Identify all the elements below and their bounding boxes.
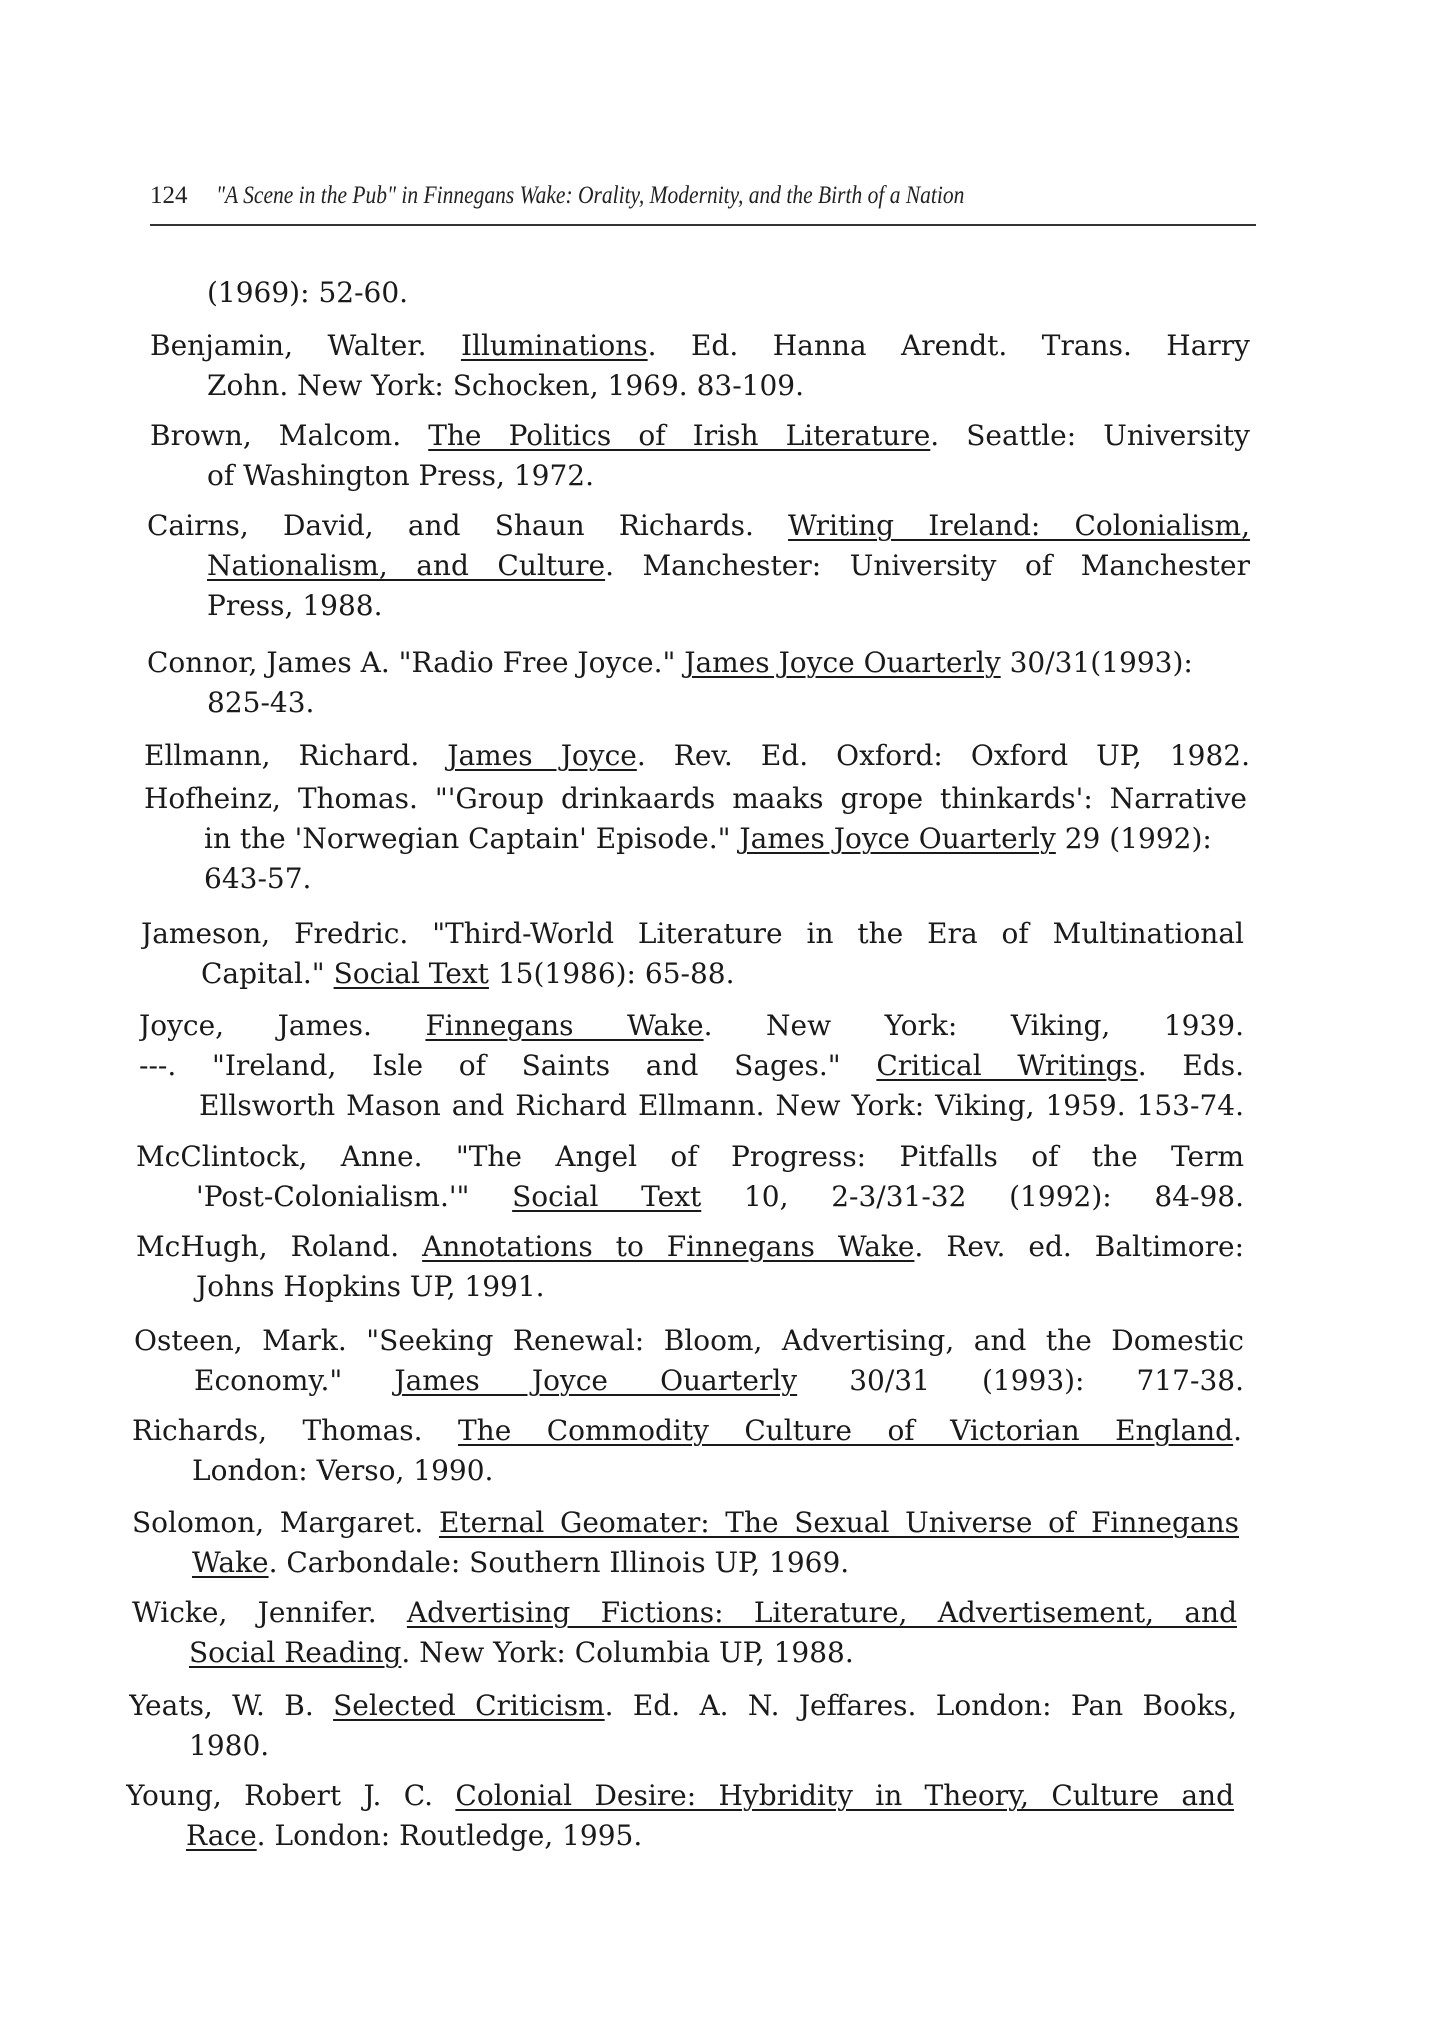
- entry-line: [139, 1049, 1244, 1083]
- underlined-title: Advertising Fictions: Literature, Advertisement, and: [406, 1596, 1237, 1629]
- entry-line: [194, 1364, 1244, 1398]
- entry-line: [196, 1270, 545, 1304]
- entry-line: [207, 589, 383, 623]
- citation-text: Zohn. New York: Schocken, 1969. 83-109.: [207, 369, 805, 402]
- underlined-title: Social Reading: [189, 1636, 402, 1669]
- entry-line: [150, 329, 1250, 363]
- citation-text: 'Post-Colonialism.'": [196, 1180, 513, 1213]
- citation-text: Yeats, W. B.: [129, 1689, 334, 1722]
- citation-text: London: Verso, 1990.: [192, 1454, 494, 1487]
- entry-line: [201, 957, 735, 991]
- citation-text: Connor, James A. "Radio Free Joyce.": [147, 646, 685, 679]
- citation-text: 643-57.: [204, 862, 312, 895]
- citation-text: Jameson, Fredric. "Third-World Literature in the Era of Multinational: [141, 917, 1244, 950]
- citation-text: Osteen, Mark. "Seeking Renewal: Bloom, Advertising, and the Domestic: [134, 1324, 1244, 1357]
- entry-line: [204, 862, 311, 896]
- entry-line: [186, 1819, 642, 1853]
- citation-text: . Eds.: [1137, 1049, 1244, 1082]
- entry-line: [207, 369, 804, 403]
- citation-text: . New York: Columbia UP, 1988.: [401, 1636, 854, 1669]
- citation-text: Joyce, James.: [139, 1009, 426, 1042]
- entry-line: [147, 509, 1250, 543]
- citation-text: . New York: Viking, 1939.: [703, 1009, 1244, 1042]
- entry-line: [132, 1596, 1237, 1630]
- entry-line: [189, 1729, 269, 1763]
- entry-line: [136, 1140, 1244, 1174]
- entry-line: [192, 1454, 493, 1488]
- citation-text: Benjamin, Walter.: [150, 329, 461, 362]
- entry-line: [136, 1230, 1244, 1264]
- underlined-title: Colonial Desire: Hybridity in Theory, Culture and: [455, 1779, 1234, 1812]
- citation-text: McHugh, Roland.: [136, 1230, 423, 1263]
- entry-line: [132, 1414, 1242, 1448]
- citation-text: . London: Routledge, 1995.: [256, 1819, 643, 1852]
- citation-text: . Rev. Ed. Oxford: Oxford UP, 1982.: [636, 739, 1250, 772]
- entry-line: [139, 1009, 1244, 1043]
- citation-text: Press, 1988.: [207, 589, 383, 622]
- underlined-title: Illuminations: [460, 329, 648, 362]
- citation-text: 15(1986): 65-88.: [488, 957, 735, 990]
- citation-text: Young, Robert J. C.: [126, 1779, 456, 1812]
- citation-text: McClintock, Anne. "The Angel of Progress: Pitfalls of the Term: [136, 1140, 1244, 1173]
- entry-line: [144, 739, 1250, 773]
- entry-line: [196, 1180, 1244, 1214]
- underlined-title: Eternal Geomater: The Sexual Universe of Finnegans: [438, 1506, 1239, 1539]
- underlined-title: James Joyce Ouarterly: [394, 1364, 798, 1397]
- citation-text: . Ed. A. N. Jeffares. London: Pan Books,: [604, 1689, 1237, 1722]
- entry-line: [199, 1089, 1244, 1123]
- header-rule: [150, 224, 1256, 226]
- entry-line: [147, 646, 1193, 680]
- citation-text: ---. "Ireland, Isle of Saints and Sages.": [139, 1049, 877, 1082]
- citation-text: Richards, Thomas.: [132, 1414, 458, 1447]
- citation-text: Ellsworth Mason and Richard Ellmann. New York: Viking, 1959. 153-74.: [199, 1089, 1244, 1122]
- entry-line: [207, 276, 408, 310]
- underlined-title: Selected Criticism: [333, 1689, 605, 1722]
- citation-text: Cairns, David, and Shaun Richards.: [147, 509, 789, 542]
- citation-text: 30/31 (1993): 717-38.: [797, 1364, 1244, 1397]
- underlined-title: Social Text: [333, 957, 489, 990]
- entry-line: [150, 419, 1250, 453]
- citation-text: Brown, Malcom.: [150, 419, 429, 452]
- citation-text: Wicke, Jennifer.: [132, 1596, 407, 1629]
- underlined-title: Social Text: [512, 1180, 702, 1213]
- entry-line: [141, 917, 1244, 951]
- citation-text: Capital.": [201, 957, 334, 990]
- citation-text: . Ed. Hanna Arendt. Trans. Harry: [647, 329, 1250, 362]
- running-header: [150, 182, 1256, 210]
- page-number: 124: [150, 182, 188, 209]
- entry-line: [204, 822, 1212, 856]
- entry-line: [126, 1779, 1234, 1813]
- underlined-title: The Commodity Culture of Victorian England: [458, 1414, 1234, 1447]
- citation-text: 30/31(1993):: [1000, 646, 1193, 679]
- entry-line: [132, 1506, 1239, 1540]
- underlined-title: Finnegans Wake: [425, 1009, 704, 1042]
- entry-line: [192, 1546, 849, 1580]
- citation-text: 1980.: [189, 1729, 270, 1762]
- citation-text: . Carbondale: Southern Illinois UP, 1969.: [268, 1546, 850, 1579]
- entry-line: [207, 459, 594, 493]
- citation-text: Economy.": [194, 1364, 395, 1397]
- underlined-title: The Politics of Irish Literature: [428, 419, 931, 452]
- underlined-title: Wake: [192, 1546, 269, 1579]
- citation-text: (1969): 52-60.: [207, 276, 409, 309]
- entry-line: [207, 686, 314, 720]
- running-title: "A Scene in the Pub" in Finnegans Wake: Orality, Modernity, and the Birth of a Nation: [215, 182, 964, 209]
- citation-text: 825-43.: [207, 686, 315, 719]
- citation-text: Hofheinz, Thomas. "'Group drinkaards maaks grope thinkards': Narrative: [144, 782, 1247, 815]
- citation-text: in the 'Norwegian Captain' Episode.": [204, 822, 740, 855]
- underlined-title: Nationalism, and Culture: [207, 549, 606, 582]
- entry-line: [144, 782, 1247, 816]
- citation-text: . Rev. ed. Baltimore:: [914, 1230, 1244, 1263]
- underlined-title: Writing Ireland: Colonialism,: [788, 509, 1250, 542]
- entry-line: [207, 549, 1250, 583]
- underlined-title: Annotations to Finnegans Wake: [422, 1230, 915, 1263]
- entry-line: [129, 1689, 1237, 1723]
- underlined-title: Race: [186, 1819, 257, 1852]
- entry-line: [189, 1636, 854, 1670]
- entry-line: [134, 1324, 1244, 1358]
- underlined-title: James Joyce Ouarterly: [739, 822, 1056, 855]
- citation-text: Johns Hopkins UP, 1991.: [196, 1270, 545, 1303]
- citation-text: . Manchester: University of Manchester: [605, 549, 1250, 582]
- citation-text: of Washington Press, 1972.: [207, 459, 595, 492]
- citation-text: .: [1233, 1414, 1242, 1447]
- citation-text: . Seattle: University: [930, 419, 1250, 452]
- underlined-title: James Joyce Ouarterly: [684, 646, 1001, 679]
- citation-text: 29 (1992):: [1055, 822, 1212, 855]
- citation-text: Ellmann, Richard.: [144, 739, 448, 772]
- underlined-title: Critical Writings: [876, 1049, 1138, 1082]
- citation-text: Solomon, Margaret.: [132, 1506, 439, 1539]
- citation-text: 10, 2-3/31-32 (1992): 84-98.: [701, 1180, 1244, 1213]
- underlined-title: James Joyce: [447, 739, 637, 772]
